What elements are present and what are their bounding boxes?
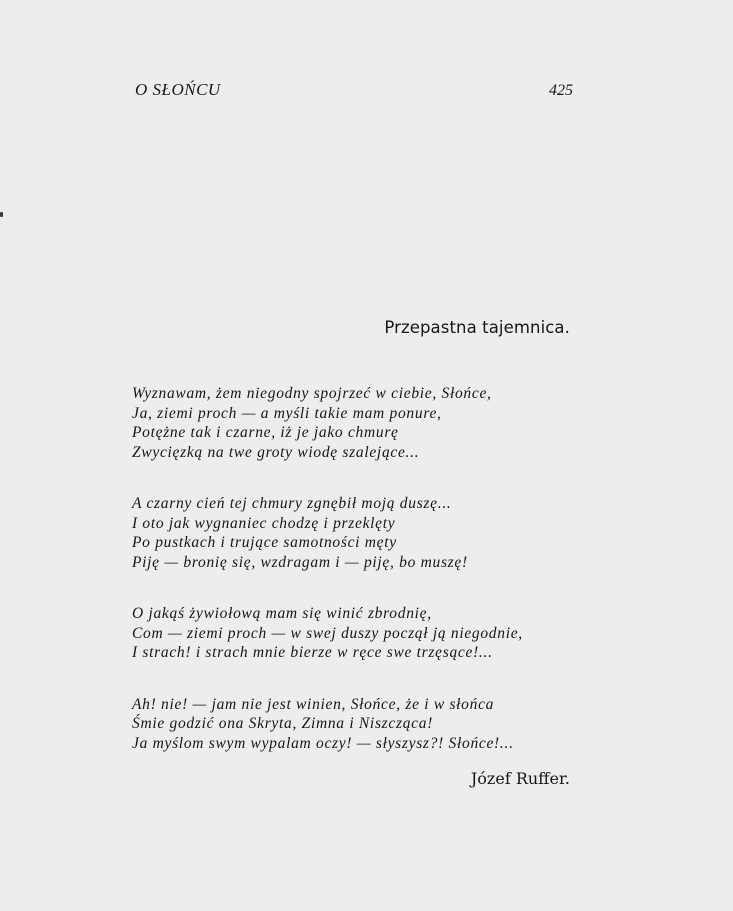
poem-line: I strach! i strach mnie bierze w ręce swe trzęsące!... — [132, 644, 493, 661]
poem-line: Ja myślom swym wypalam oczy! — słyszysz?! Słońce!... — [132, 734, 514, 752]
stanza-3 — [132, 604, 582, 663]
running-title: O SŁOŃCU — [135, 80, 221, 99]
poem-line: O jakąś żywiołową mam się winić zbrodnię, — [132, 605, 432, 622]
poem-line: Ah! nie! — jam nie jest winien, Słońce, że i w słońca — [132, 695, 495, 713]
stanza-4 — [132, 695, 582, 754]
author-signature: Józef Ruffer. — [470, 769, 570, 788]
poem-line: Com — ziemi proch — w swej duszy począł ją niegodnie, — [132, 624, 523, 642]
page-number: 425 — [549, 82, 573, 99]
poem-line: A czarny cień tej chmury zgnębił moją duszę... — [132, 495, 452, 512]
poem-line: Śmie godzić ona Skryta, Zimna i Niszcząca! — [132, 715, 434, 732]
poem-line: I oto jak wygnaniec chodzę i przeklęty — [132, 514, 396, 532]
poem-line: Piję — bronię się, wzdragam i — piję, bo muszę! — [132, 553, 468, 571]
poem-line: Potężne tak i czarne, iż je jako chmurę — [132, 424, 399, 441]
poem-line: Wyznawam, żem niegodny spojrzeć w ciebie, Słońce, — [132, 385, 492, 402]
stanza-1 — [132, 384, 582, 462]
stanza-2 — [132, 494, 582, 572]
margin-speck — [0, 212, 3, 217]
poem-line: Ja, ziemi proch — a myśli takie mam ponure, — [132, 404, 442, 422]
section-title: Przepastna tajemnica. — [384, 318, 570, 337]
poem-line: Po pustkach i trujące samotności męty — [132, 534, 397, 551]
poem-line: Zwycięzką na twe groty wiodę szalejące... — [132, 443, 420, 461]
poem — [132, 384, 582, 785]
